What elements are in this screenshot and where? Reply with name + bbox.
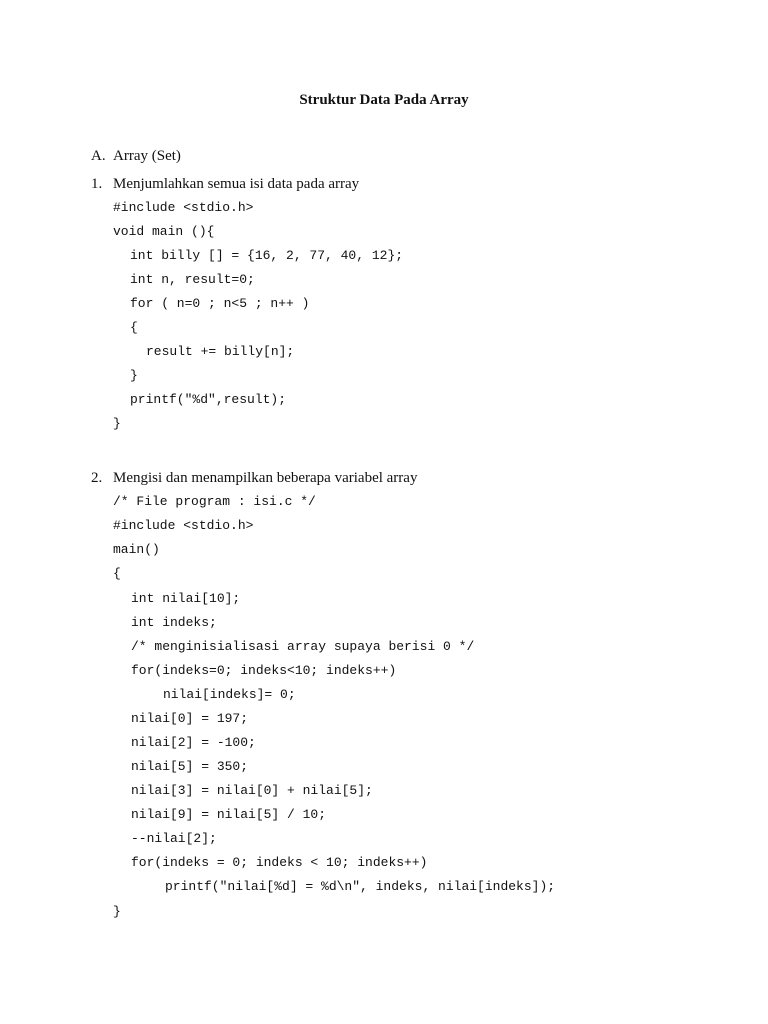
code-line: #include <stdio.h>	[113, 518, 254, 533]
item-1-marker: 1.	[91, 176, 103, 192]
code-line: nilai[5] = 350;	[131, 759, 249, 774]
code-line: int billy [] = {16, 2, 77, 40, 12};	[130, 248, 404, 263]
code-line: /* File program : isi.c */	[113, 494, 316, 509]
item-2-marker: 2.	[91, 470, 103, 486]
code-line: nilai[2] = -100;	[131, 735, 256, 750]
code-line: }	[113, 416, 121, 431]
code-line: }	[113, 904, 121, 919]
code-line: nilai[indeks]= 0;	[163, 687, 296, 702]
code-line: for ( n=0 ; n<5 ; n++ )	[130, 296, 310, 311]
item-1-heading: Menjumlahkan semua isi data pada array	[113, 176, 360, 192]
code-line: nilai[0] = 197;	[131, 711, 249, 726]
code-line: main()	[113, 542, 160, 557]
code-line: /* menginisialisasi array supaya berisi 0 */	[131, 639, 475, 654]
code-line: {	[130, 320, 138, 335]
document-title: Struktur Data Pada Array	[299, 92, 469, 108]
code-line: int n, result=0;	[130, 272, 255, 287]
code-line: int nilai[10];	[131, 591, 241, 606]
section-a-heading: Array (Set)	[113, 148, 181, 164]
code-line: void main (){	[113, 224, 215, 239]
code-line: nilai[9] = nilai[5] / 10;	[131, 807, 327, 822]
section-a-marker: A.	[91, 148, 106, 164]
code-line: #include <stdio.h>	[113, 200, 254, 215]
code-line: for(indeks=0; indeks<10; indeks++)	[131, 663, 397, 678]
code-line: int indeks;	[131, 615, 217, 630]
code-line: printf("%d",result);	[130, 392, 287, 407]
code-line: nilai[3] = nilai[0] + nilai[5];	[131, 783, 373, 798]
code-line: --nilai[2];	[131, 831, 217, 846]
code-line: {	[113, 566, 121, 581]
code-line: printf("nilai[%d] = %d\n", indeks, nilai[indeks]);	[165, 879, 556, 894]
item-2-heading: Mengisi dan menampilkan beberapa variabel array	[113, 470, 418, 486]
code-line: }	[130, 368, 138, 383]
code-line: for(indeks = 0; indeks < 10; indeks++)	[131, 855, 428, 870]
code-line: result += billy[n];	[146, 344, 295, 359]
